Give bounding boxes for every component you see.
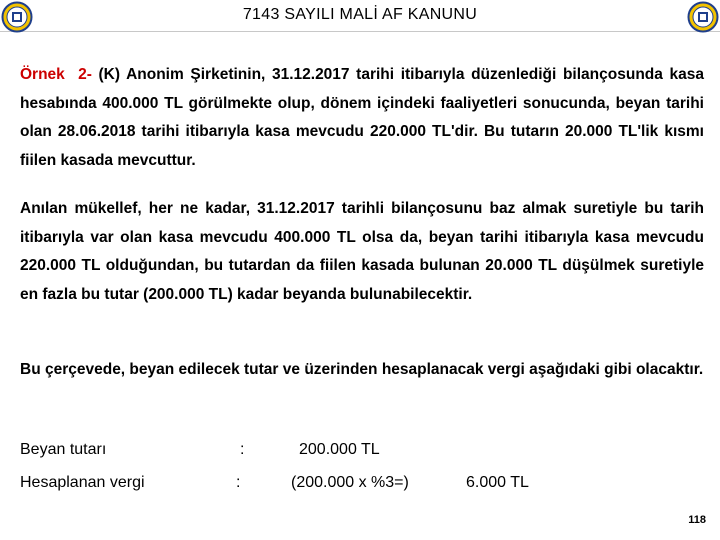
page-title: 7143 SAYILI MALİ AF KANUNU bbox=[242, 6, 478, 23]
declared-amount-row bbox=[20, 441, 710, 463]
row-result: 6.000 TL bbox=[466, 474, 529, 491]
row-label: Beyan tutarı bbox=[20, 441, 107, 458]
calculation-intro-paragraph: Bu çerçevede, beyan edilecek tutar ve üzerinden hesaplanacak vergi aşağıdaki gibi olacaktır. bbox=[20, 361, 704, 378]
explanation-paragraph: Anılan mükellef, her ne kadar, 31.12.2017 tarihli bilançosunu baz almak suretiyle bu tarih itibarıyla var olan kasa mevcudu 400.000 TL olsa da, beyan tarihi itibarıyla kasa mevcudu 220.000 TL olduğundan, bu tutardan da fiilen kasada bulunan 20.000 TL düşülmek suretiyle en fazla bu tutar (200.000 TL) kadar beyanda bulunabilecektir. bbox=[20, 200, 704, 303]
row-value: 200.000 TL bbox=[299, 441, 380, 458]
page-number: 118 bbox=[688, 514, 706, 526]
ministry-seal-icon bbox=[687, 1, 719, 33]
row-value: (200.000 x %3=) bbox=[291, 474, 409, 491]
row-colon: : bbox=[236, 474, 241, 491]
example-number: 2- bbox=[78, 66, 92, 83]
slide-header bbox=[0, 0, 720, 32]
example-paragraph bbox=[20, 61, 704, 175]
example-label: Örnek bbox=[20, 66, 65, 83]
row-label: Hesaplanan vergi bbox=[20, 474, 145, 491]
calculated-tax-row bbox=[20, 474, 710, 496]
example-text: (K) Anonim Şirketinin, 31.12.2017 tarihi itibarıyla düzenlediği bilançosunda kasa hesabında 400.000 TL görülmekte olup, dönem içindeki faaliyetleri sonucunda, beyan tarihi olan 28.06.2018 tarihi itibarıyla kasa mevcudu 220.000 TL'dir. Bu tutarın 20.000 TL'lik kısmı fiilen kasada mevcuttur. bbox=[20, 66, 704, 169]
row-colon: : bbox=[240, 441, 245, 458]
